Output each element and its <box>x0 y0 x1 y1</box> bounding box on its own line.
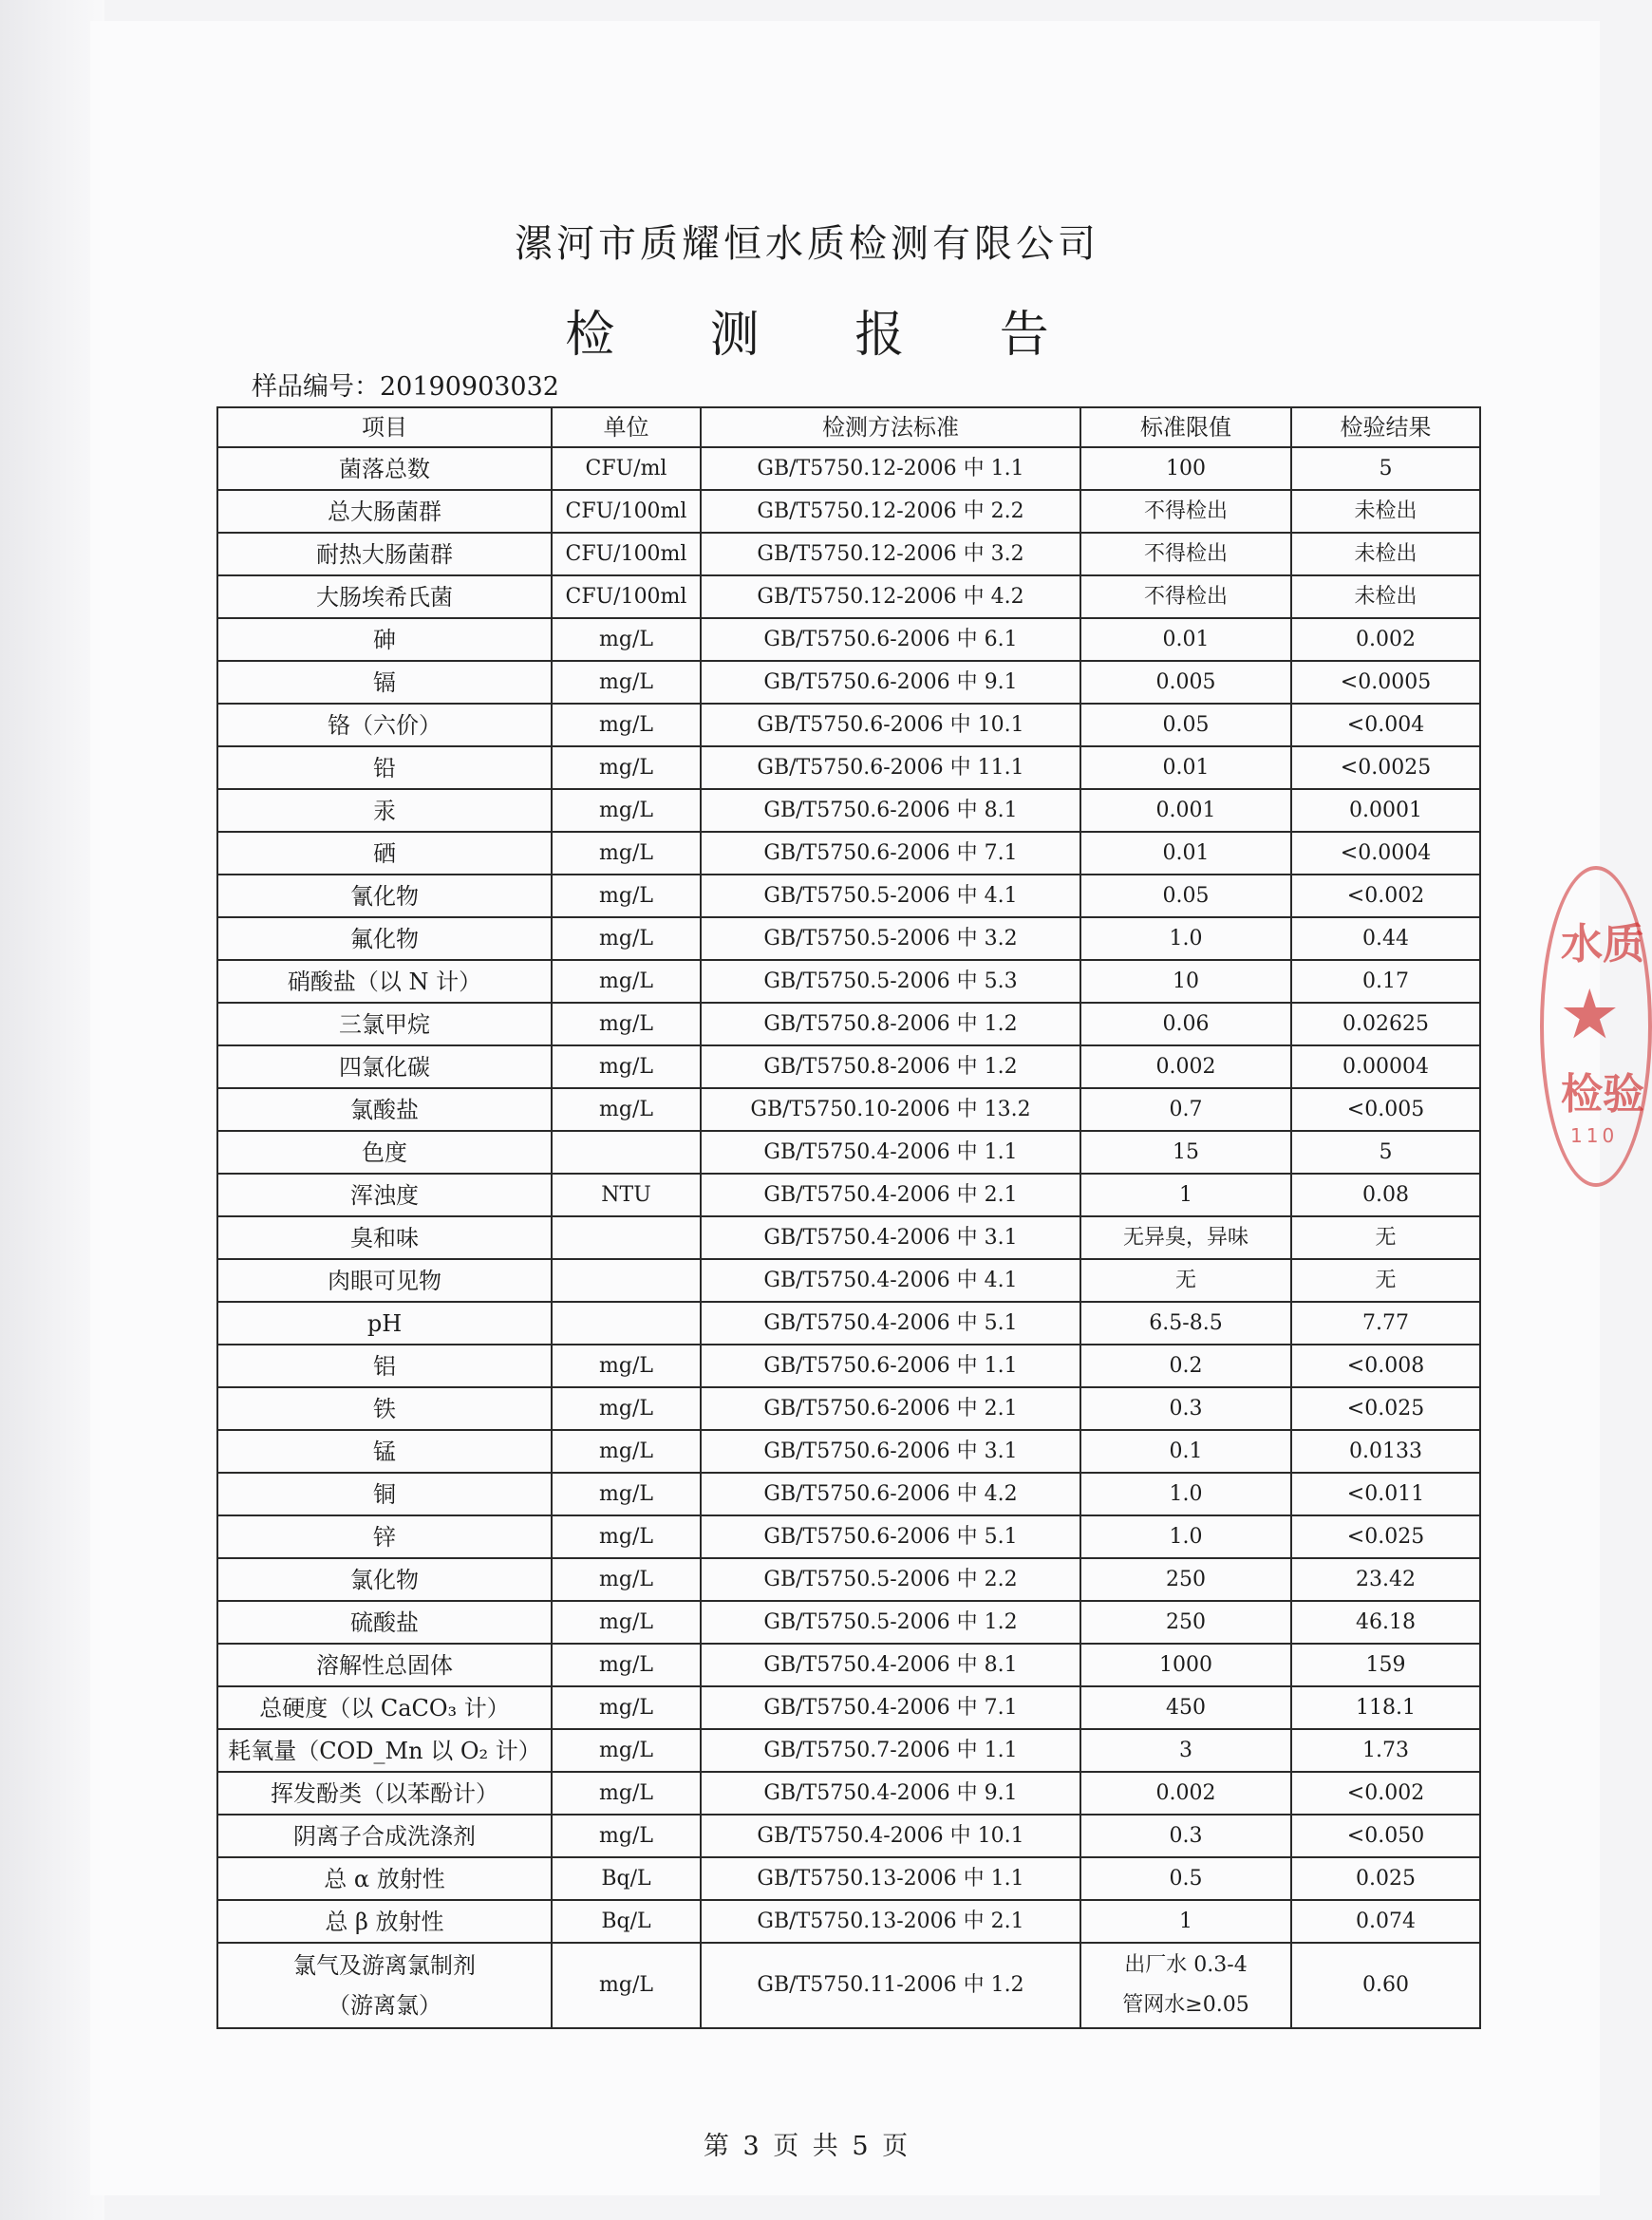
cell-method: GB/T5750.6-2006 中 5.1 <box>701 1515 1080 1558</box>
cell-method: GB/T5750.5-2006 中 1.2 <box>701 1601 1080 1644</box>
cell-item: 铅 <box>217 746 552 789</box>
cell-method: GB/T5750.4-2006 中 7.1 <box>701 1686 1080 1729</box>
cell-limit: 0.2 <box>1080 1345 1291 1387</box>
seal-code: 110 <box>1570 1124 1619 1147</box>
col-header-unit: 单位 <box>552 407 701 447</box>
cell-limit: 0.002 <box>1080 1772 1291 1815</box>
cell-result: <0.002 <box>1291 875 1480 917</box>
cell-unit <box>552 1131 701 1174</box>
cell-result: <0.004 <box>1291 704 1480 746</box>
cell-method: GB/T5750.6-2006 中 2.1 <box>701 1387 1080 1430</box>
cell-unit: mg/L <box>552 1644 701 1686</box>
table-row <box>217 1473 1480 1515</box>
cell-result: <0.0025 <box>1291 746 1480 789</box>
cell-item: 总 α 放射性 <box>217 1857 552 1900</box>
cell-unit: NTU <box>552 1174 701 1216</box>
cell-unit: mg/L <box>552 1815 701 1857</box>
cell-item: 浑浊度 <box>217 1174 552 1216</box>
cell-result: 0.00004 <box>1291 1045 1480 1088</box>
table-row <box>217 1686 1480 1729</box>
cell-item <box>217 1943 552 2028</box>
table-row <box>217 575 1480 618</box>
cell-method: GB/T5750.5-2006 中 3.2 <box>701 917 1080 960</box>
cell-unit: mg/L <box>552 746 701 789</box>
cell-limit: 450 <box>1080 1686 1291 1729</box>
cell-unit: Bq/L <box>552 1900 701 1943</box>
cell-item: 三氯甲烷 <box>217 1003 552 1045</box>
cell-method: GB/T5750.6-2006 中 6.1 <box>701 618 1080 661</box>
cell-method: GB/T5750.6-2006 中 7.1 <box>701 832 1080 875</box>
cell-unit <box>552 1302 701 1345</box>
cell-result: 46.18 <box>1291 1601 1480 1644</box>
cell-result: 0.44 <box>1291 917 1480 960</box>
cell-unit <box>552 1216 701 1259</box>
seal-star-icon: ★ <box>1559 974 1621 1054</box>
cell-method: GB/T5750.13-2006 中 2.1 <box>701 1900 1080 1943</box>
table-row <box>217 1259 1480 1302</box>
cell-unit: mg/L <box>552 1003 701 1045</box>
table-row <box>217 618 1480 661</box>
cell-item: 硫酸盐 <box>217 1601 552 1644</box>
cell-limit: 0.01 <box>1080 746 1291 789</box>
cell-item: 肉眼可见物 <box>217 1259 552 1302</box>
cell-unit: mg/L <box>552 960 701 1003</box>
col-header-limit: 标准限值 <box>1080 407 1291 447</box>
cell-item: 阴离子合成洗涤剂 <box>217 1815 552 1857</box>
cell-result: <0.005 <box>1291 1088 1480 1131</box>
table-body <box>217 447 1480 2028</box>
cell-method: GB/T5750.6-2006 中 8.1 <box>701 789 1080 832</box>
cell-result: <0.0005 <box>1291 661 1480 704</box>
cell-result: 23.42 <box>1291 1558 1480 1601</box>
cell-result: <0.025 <box>1291 1515 1480 1558</box>
cell-unit: mg/L <box>552 1772 701 1815</box>
cell-unit: mg/L <box>552 1473 701 1515</box>
cell-item: 氰化物 <box>217 875 552 917</box>
cell-result: 5 <box>1291 1131 1480 1174</box>
cell-item: 铜 <box>217 1473 552 1515</box>
cell-limit: 100 <box>1080 447 1291 490</box>
cell-method: GB/T5750.6-2006 中 10.1 <box>701 704 1080 746</box>
results-table <box>216 406 1481 2029</box>
table-row <box>217 875 1480 917</box>
col-header-method: 检测方法标准 <box>701 407 1080 447</box>
cell-method: GB/T5750.4-2006 中 3.1 <box>701 1216 1080 1259</box>
table-row <box>217 1088 1480 1131</box>
cell-result: 0.0133 <box>1291 1430 1480 1473</box>
cell-method: GB/T5750.4-2006 中 5.1 <box>701 1302 1080 1345</box>
cell-result: 无 <box>1291 1216 1480 1259</box>
cell-unit: mg/L <box>552 832 701 875</box>
cell-limit: 0.3 <box>1080 1815 1291 1857</box>
cell-limit: 1.0 <box>1080 917 1291 960</box>
cell-result: 159 <box>1291 1644 1480 1686</box>
cell-item: 挥发酚类（以苯酚计） <box>217 1772 552 1815</box>
table-row <box>217 1216 1480 1259</box>
col-header-result: 检验结果 <box>1291 407 1480 447</box>
table-row <box>217 661 1480 704</box>
table-row <box>217 960 1480 1003</box>
cell-limit: 250 <box>1080 1558 1291 1601</box>
cell-unit <box>552 1259 701 1302</box>
cell-unit: mg/L <box>552 1430 701 1473</box>
cell-method: GB/T5750.7-2006 中 1.1 <box>701 1729 1080 1772</box>
table-row <box>217 447 1480 490</box>
cell-item: 锰 <box>217 1430 552 1473</box>
cell-method: GB/T5750.12-2006 中 1.1 <box>701 447 1080 490</box>
cell-item: 大肠埃希氏菌 <box>217 575 552 618</box>
cell-method: GB/T5750.6-2006 中 9.1 <box>701 661 1080 704</box>
cell-unit: mg/L <box>552 661 701 704</box>
cell-unit: mg/L <box>552 1558 701 1601</box>
cell-result: 0.08 <box>1291 1174 1480 1216</box>
cell-method: GB/T5750.12-2006 中 4.2 <box>701 575 1080 618</box>
cell-method: GB/T5750.6-2006 中 1.1 <box>701 1345 1080 1387</box>
table-row <box>217 1387 1480 1430</box>
page-number: 第 3 页 共 5 页 <box>703 2132 911 2161</box>
table-row <box>217 1772 1480 1815</box>
cell-item: 耐热大肠菌群 <box>217 533 552 575</box>
cell-method: GB/T5750.4-2006 中 1.1 <box>701 1131 1080 1174</box>
cell-limit: 0.01 <box>1080 618 1291 661</box>
table-row <box>217 1558 1480 1601</box>
cell-limit: 250 <box>1080 1601 1291 1644</box>
cell-limit: 无 <box>1080 1259 1291 1302</box>
table-row <box>217 1815 1480 1857</box>
cell-unit: mg/L <box>552 917 701 960</box>
cell-method: GB/T5750.5-2006 中 4.1 <box>701 875 1080 917</box>
cell-unit: mg/L <box>552 704 701 746</box>
cell-method: GB/T5750.12-2006 中 2.2 <box>701 490 1080 533</box>
table-row <box>217 1900 1480 1943</box>
cell-result: 1.73 <box>1291 1729 1480 1772</box>
cell-item: 氟化物 <box>217 917 552 960</box>
cell-result: 118.1 <box>1291 1686 1480 1729</box>
cell-limit: 0.002 <box>1080 1045 1291 1088</box>
table-row <box>217 1729 1480 1772</box>
official-seal <box>1540 866 1652 1187</box>
table-row <box>217 789 1480 832</box>
cell-method: GB/T5750.12-2006 中 3.2 <box>701 533 1080 575</box>
cell-unit: mg/L <box>552 1943 701 2028</box>
cell-unit: Bq/L <box>552 1857 701 1900</box>
table-row <box>217 1345 1480 1387</box>
table-row <box>217 1045 1480 1088</box>
cell-unit: mg/L <box>552 1729 701 1772</box>
cell-item: 铬（六价） <box>217 704 552 746</box>
cell-item: 总 β 放射性 <box>217 1900 552 1943</box>
cell-result: 无 <box>1291 1259 1480 1302</box>
cell-result: <0.0004 <box>1291 832 1480 875</box>
cell-method: GB/T5750.13-2006 中 1.1 <box>701 1857 1080 1900</box>
cell-unit: mg/L <box>552 789 701 832</box>
cell-unit: mg/L <box>552 1601 701 1644</box>
cell-method: GB/T5750.11-2006 中 1.2 <box>701 1943 1080 2028</box>
cell-item: 色度 <box>217 1131 552 1174</box>
cell-item: 氯化物 <box>217 1558 552 1601</box>
table-row <box>217 1430 1480 1473</box>
cell-result: 0.17 <box>1291 960 1480 1003</box>
cell-item: 氯酸盐 <box>217 1088 552 1131</box>
cell-result: 5 <box>1291 447 1480 490</box>
cell-limit: 10 <box>1080 960 1291 1003</box>
cell-limit: 不得检出 <box>1080 533 1291 575</box>
table-row <box>217 1131 1480 1174</box>
cell-item: 总硬度（以 CaCO₃ 计） <box>217 1686 552 1729</box>
cell-unit: CFU/100ml <box>552 533 701 575</box>
cell-limit: 0.05 <box>1080 875 1291 917</box>
cell-method: GB/T5750.8-2006 中 1.2 <box>701 1003 1080 1045</box>
cell-limit: 3 <box>1080 1729 1291 1772</box>
cell-item: 溶解性总固体 <box>217 1644 552 1686</box>
table-row <box>217 917 1480 960</box>
col-header-item: 项目 <box>217 407 552 447</box>
cell-item: 砷 <box>217 618 552 661</box>
cell-method: GB/T5750.4-2006 中 10.1 <box>701 1815 1080 1857</box>
cell-result: 0.0001 <box>1291 789 1480 832</box>
cell-limit: 1.0 <box>1080 1515 1291 1558</box>
cell-item: 硝酸盐（以 N 计） <box>217 960 552 1003</box>
cell-item: 铁 <box>217 1387 552 1430</box>
table-row <box>217 1302 1480 1345</box>
cell-result: <0.008 <box>1291 1345 1480 1387</box>
cell-item: 汞 <box>217 789 552 832</box>
cell-method: GB/T5750.5-2006 中 2.2 <box>701 1558 1080 1601</box>
cell-result: 0.074 <box>1291 1900 1480 1943</box>
table-row <box>217 1644 1480 1686</box>
cell-item: pH <box>217 1302 552 1345</box>
table-row <box>217 533 1480 575</box>
cell-limit-line1: 出厂水 0.3-4 <box>1124 1953 1248 1977</box>
cell-limit: 1.0 <box>1080 1473 1291 1515</box>
table-row <box>217 704 1480 746</box>
cell-method: GB/T5750.8-2006 中 1.2 <box>701 1045 1080 1088</box>
report-title: 检 测 报 告 <box>565 307 1089 364</box>
cell-method: GB/T5750.6-2006 中 11.1 <box>701 746 1080 789</box>
sample-number <box>252 366 559 403</box>
cell-item: 总大肠菌群 <box>217 490 552 533</box>
cell-unit: CFU/100ml <box>552 575 701 618</box>
cell-method: GB/T5750.4-2006 中 4.1 <box>701 1259 1080 1302</box>
cell-unit: mg/L <box>552 1345 701 1387</box>
cell-item: 铝 <box>217 1345 552 1387</box>
cell-item-line1: 氯气及游离氯制剂 <box>293 1952 476 1979</box>
cell-limit: 6.5-8.5 <box>1080 1302 1291 1345</box>
table-row <box>217 746 1480 789</box>
cell-unit: mg/L <box>552 875 701 917</box>
table-row <box>217 1003 1480 1045</box>
cell-result: 7.77 <box>1291 1302 1480 1345</box>
cell-method: GB/T5750.4-2006 中 9.1 <box>701 1772 1080 1815</box>
sample-label: 样品编号： <box>252 372 380 402</box>
table-row <box>217 1174 1480 1216</box>
cell-limit: 0.001 <box>1080 789 1291 832</box>
cell-limit: 15 <box>1080 1131 1291 1174</box>
cell-item: 耗氧量（COD_Mn 以 O₂ 计） <box>217 1729 552 1772</box>
cell-unit: mg/L <box>552 1088 701 1131</box>
cell-method: GB/T5750.5-2006 中 5.3 <box>701 960 1080 1003</box>
table-row <box>217 1601 1480 1644</box>
cell-limit: 1000 <box>1080 1644 1291 1686</box>
cell-limit: 1 <box>1080 1174 1291 1216</box>
cell-result: 0.025 <box>1291 1857 1480 1900</box>
cell-result: <0.050 <box>1291 1815 1480 1857</box>
cell-item: 四氯化碳 <box>217 1045 552 1088</box>
cell-limit-line2: 管网水≥0.05 <box>1122 1993 1249 2017</box>
cell-method: GB/T5750.6-2006 中 4.2 <box>701 1473 1080 1515</box>
cell-unit: mg/L <box>552 1387 701 1430</box>
cell-item: 硒 <box>217 832 552 875</box>
cell-limit: 0.05 <box>1080 704 1291 746</box>
cell-limit: 不得检出 <box>1080 490 1291 533</box>
cell-limit: 0.06 <box>1080 1003 1291 1045</box>
cell-result: 未检出 <box>1291 490 1480 533</box>
cell-item: 镉 <box>217 661 552 704</box>
cell-unit: CFU/100ml <box>552 490 701 533</box>
cell-result: 未检出 <box>1291 575 1480 618</box>
cell-limit: 无异臭，异味 <box>1080 1216 1291 1259</box>
cell-limit: 0.005 <box>1080 661 1291 704</box>
cell-unit: mg/L <box>552 1045 701 1088</box>
cell-item-line2: （游离氯） <box>328 1992 441 2019</box>
cell-limit: 0.3 <box>1080 1387 1291 1430</box>
cell-limit: 0.5 <box>1080 1857 1291 1900</box>
seal-text-top: 水质 <box>1561 920 1644 969</box>
table-row <box>217 1857 1480 1900</box>
cell-unit: mg/L <box>552 1686 701 1729</box>
cell-limit: 不得检出 <box>1080 575 1291 618</box>
table-header-row <box>217 407 1480 447</box>
seal-text-bottom: 检验 <box>1561 1070 1644 1119</box>
cell-limit: 0.1 <box>1080 1430 1291 1473</box>
cell-unit: CFU/ml <box>552 447 701 490</box>
cell-unit: mg/L <box>552 1515 701 1558</box>
cell-limit: 0.7 <box>1080 1088 1291 1131</box>
cell-item: 锌 <box>217 1515 552 1558</box>
cell-unit: mg/L <box>552 618 701 661</box>
cell-result: <0.002 <box>1291 1772 1480 1815</box>
cell-limit <box>1080 1943 1291 2028</box>
cell-method: GB/T5750.4-2006 中 2.1 <box>701 1174 1080 1216</box>
table-row <box>217 490 1480 533</box>
cell-result: 未检出 <box>1291 533 1480 575</box>
company-name: 漯河市质耀恒水质检测有限公司 <box>515 222 1099 266</box>
cell-result: 0.60 <box>1291 1943 1480 2028</box>
cell-method: GB/T5750.10-2006 中 13.2 <box>701 1088 1080 1131</box>
sample-value: 20190903032 <box>380 372 559 402</box>
cell-result: <0.025 <box>1291 1387 1480 1430</box>
cell-method: GB/T5750.4-2006 中 8.1 <box>701 1644 1080 1686</box>
cell-limit: 0.01 <box>1080 832 1291 875</box>
cell-result: <0.011 <box>1291 1473 1480 1515</box>
cell-item: 臭和味 <box>217 1216 552 1259</box>
cell-result: 0.02625 <box>1291 1003 1480 1045</box>
cell-method: GB/T5750.6-2006 中 3.1 <box>701 1430 1080 1473</box>
cell-result: 0.002 <box>1291 618 1480 661</box>
table-row <box>217 832 1480 875</box>
table-row-last <box>217 1943 1480 2028</box>
cell-limit: 1 <box>1080 1900 1291 1943</box>
table-row <box>217 1515 1480 1558</box>
cell-item: 菌落总数 <box>217 447 552 490</box>
